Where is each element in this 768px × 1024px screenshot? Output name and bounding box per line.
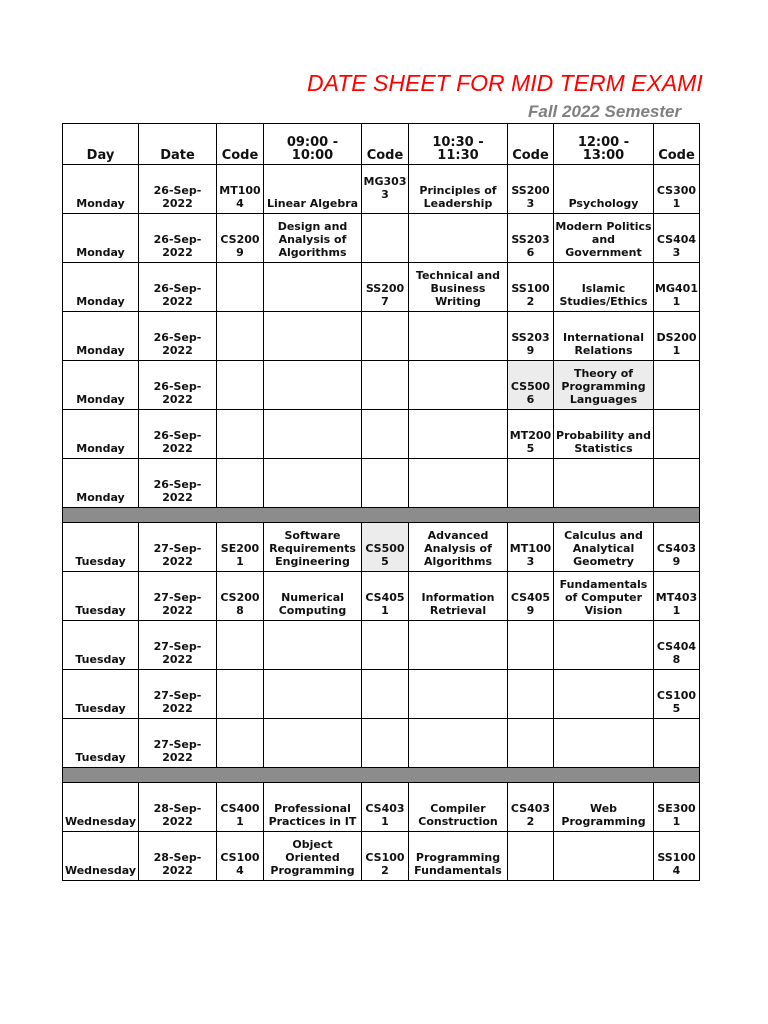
code-cell: CS1002 bbox=[362, 832, 409, 881]
date-cell: 26-Sep-2022 bbox=[139, 459, 217, 508]
course-cell: International Relations bbox=[554, 312, 654, 361]
day-cell: Tuesday bbox=[63, 670, 139, 719]
code-cell bbox=[217, 263, 264, 312]
code-cell bbox=[217, 361, 264, 410]
course-cell bbox=[409, 719, 508, 768]
course-cell: Numerical Computing bbox=[264, 572, 362, 621]
date-cell: 26-Sep-2022 bbox=[139, 165, 217, 214]
day-cell: Monday bbox=[63, 165, 139, 214]
table-row bbox=[63, 832, 700, 881]
header-cell: Date bbox=[139, 124, 217, 165]
date-cell: 28-Sep-2022 bbox=[139, 832, 217, 881]
course-cell: Information Retrieval bbox=[409, 572, 508, 621]
code-cell bbox=[362, 621, 409, 670]
day-cell: Monday bbox=[63, 312, 139, 361]
code-cell: SS2036 bbox=[508, 214, 554, 263]
course-cell: Professional Practices in IT bbox=[264, 783, 362, 832]
course-cell bbox=[554, 832, 654, 881]
course-cell: Fundamentals of Computer Vision bbox=[554, 572, 654, 621]
separator-bar bbox=[63, 508, 700, 523]
table-row bbox=[63, 719, 700, 768]
code-cell bbox=[217, 410, 264, 459]
code-cell bbox=[508, 832, 554, 881]
course-cell bbox=[264, 670, 362, 719]
code-cell: CS4048 bbox=[654, 621, 700, 670]
code-cell bbox=[362, 670, 409, 719]
course-cell: Psychology bbox=[554, 165, 654, 214]
course-cell: Object Oriented Programming bbox=[264, 832, 362, 881]
day-cell: Monday bbox=[63, 214, 139, 263]
course-cell: Theory of Programming Languages bbox=[554, 361, 654, 410]
course-cell: Principles of Leadership bbox=[409, 165, 508, 214]
code-cell bbox=[508, 719, 554, 768]
header-cell: Code bbox=[508, 124, 554, 165]
day-cell: Monday bbox=[63, 410, 139, 459]
code-cell: CS4031 bbox=[362, 783, 409, 832]
day-cell: Tuesday bbox=[63, 572, 139, 621]
course-cell bbox=[264, 459, 362, 508]
date-cell: 28-Sep-2022 bbox=[139, 783, 217, 832]
code-cell bbox=[217, 621, 264, 670]
day-cell: Monday bbox=[63, 361, 139, 410]
course-cell bbox=[264, 263, 362, 312]
code-cell: CS4039 bbox=[654, 523, 700, 572]
code-cell: CS4059 bbox=[508, 572, 554, 621]
code-cell: CS4043 bbox=[654, 214, 700, 263]
date-cell: 26-Sep-2022 bbox=[139, 214, 217, 263]
date-cell: 27-Sep-2022 bbox=[139, 621, 217, 670]
code-cell bbox=[217, 719, 264, 768]
code-cell: SS1002 bbox=[508, 263, 554, 312]
code-cell: SE2001 bbox=[217, 523, 264, 572]
code-cell: SS2007 bbox=[362, 263, 409, 312]
header-cell: Code bbox=[217, 124, 264, 165]
code-cell: SS1004 bbox=[654, 832, 700, 881]
code-cell bbox=[508, 621, 554, 670]
course-cell bbox=[409, 670, 508, 719]
date-cell: 26-Sep-2022 bbox=[139, 312, 217, 361]
day-cell: Tuesday bbox=[63, 621, 139, 670]
table-row bbox=[63, 621, 700, 670]
table-row bbox=[63, 263, 700, 312]
table-row bbox=[63, 670, 700, 719]
code-cell bbox=[508, 670, 554, 719]
course-cell: Islamic Studies/Ethics bbox=[554, 263, 654, 312]
course-cell: Probability and Statistics bbox=[554, 410, 654, 459]
course-cell bbox=[264, 361, 362, 410]
date-sheet-table bbox=[62, 123, 700, 881]
table-row bbox=[63, 214, 700, 263]
table-row bbox=[63, 312, 700, 361]
table-header-row bbox=[63, 124, 700, 165]
separator-bar bbox=[63, 768, 700, 783]
semester-subtitle: Fall 2022 Semester bbox=[528, 102, 682, 121]
day-cell: Wednesday bbox=[63, 783, 139, 832]
code-cell bbox=[654, 410, 700, 459]
course-cell: Calculus and Analytical Geometry bbox=[554, 523, 654, 572]
code-cell: CS3001 bbox=[654, 165, 700, 214]
course-cell bbox=[554, 670, 654, 719]
date-cell: 26-Sep-2022 bbox=[139, 410, 217, 459]
course-cell bbox=[554, 621, 654, 670]
course-cell bbox=[409, 214, 508, 263]
table-row bbox=[63, 361, 700, 410]
course-cell: Software Requirements Engineering bbox=[264, 523, 362, 572]
code-cell bbox=[217, 459, 264, 508]
code-cell: CS5005 bbox=[362, 523, 409, 572]
code-cell bbox=[654, 361, 700, 410]
code-cell: CS2009 bbox=[217, 214, 264, 263]
code-cell: SE3001 bbox=[654, 783, 700, 832]
course-cell bbox=[264, 621, 362, 670]
date-cell: 27-Sep-2022 bbox=[139, 572, 217, 621]
code-cell: CS1004 bbox=[217, 832, 264, 881]
course-cell bbox=[554, 459, 654, 508]
header-cell: 10:30 - 11:30 bbox=[409, 124, 508, 165]
code-cell bbox=[362, 361, 409, 410]
course-cell bbox=[409, 361, 508, 410]
date-cell: 27-Sep-2022 bbox=[139, 523, 217, 572]
code-cell: SS2003 bbox=[508, 165, 554, 214]
code-cell: MT1003 bbox=[508, 523, 554, 572]
code-cell: MT1004 bbox=[217, 165, 264, 214]
course-cell bbox=[409, 312, 508, 361]
course-cell: Technical and Business Writing bbox=[409, 263, 508, 312]
code-cell: CS5006 bbox=[508, 361, 554, 410]
day-cell: Tuesday bbox=[63, 719, 139, 768]
day-cell: Monday bbox=[63, 263, 139, 312]
course-cell bbox=[264, 719, 362, 768]
day-cell: Tuesday bbox=[63, 523, 139, 572]
code-cell: MG3033 bbox=[362, 165, 409, 214]
day-cell: Monday bbox=[63, 459, 139, 508]
table-row bbox=[63, 523, 700, 572]
code-cell: MT4031 bbox=[654, 572, 700, 621]
course-cell: Modern Politics and Government bbox=[554, 214, 654, 263]
code-cell bbox=[654, 719, 700, 768]
page-title: DATE SHEET FOR MID TERM EXAMI bbox=[307, 70, 703, 96]
date-cell: 27-Sep-2022 bbox=[139, 670, 217, 719]
code-cell: CS4051 bbox=[362, 572, 409, 621]
code-cell bbox=[508, 459, 554, 508]
code-cell: CS4032 bbox=[508, 783, 554, 832]
code-cell: CS1005 bbox=[654, 670, 700, 719]
code-cell bbox=[362, 214, 409, 263]
course-cell bbox=[409, 459, 508, 508]
header-cell: Code bbox=[362, 124, 409, 165]
table-row bbox=[63, 783, 700, 832]
code-cell bbox=[362, 410, 409, 459]
date-cell: 26-Sep-2022 bbox=[139, 263, 217, 312]
date-cell: 26-Sep-2022 bbox=[139, 361, 217, 410]
code-cell bbox=[362, 459, 409, 508]
table-row bbox=[63, 165, 700, 214]
table-row bbox=[63, 410, 700, 459]
code-cell bbox=[362, 312, 409, 361]
code-cell bbox=[217, 670, 264, 719]
table-row bbox=[63, 572, 700, 621]
day-separator bbox=[63, 768, 700, 783]
header-cell: 09:00 - 10:00 bbox=[264, 124, 362, 165]
course-cell: Programming Fundamentals bbox=[409, 832, 508, 881]
table-row bbox=[63, 459, 700, 508]
day-separator bbox=[63, 508, 700, 523]
course-cell bbox=[554, 719, 654, 768]
course-cell: Advanced Analysis of Algorithms bbox=[409, 523, 508, 572]
course-cell bbox=[264, 312, 362, 361]
code-cell: MT2005 bbox=[508, 410, 554, 459]
code-cell bbox=[654, 459, 700, 508]
course-cell: Compiler Construction bbox=[409, 783, 508, 832]
header-cell: 12:00 - 13:00 bbox=[554, 124, 654, 165]
code-cell: CS4001 bbox=[217, 783, 264, 832]
course-cell: Linear Algebra bbox=[264, 165, 362, 214]
date-cell: 27-Sep-2022 bbox=[139, 719, 217, 768]
code-cell: SS2039 bbox=[508, 312, 554, 361]
course-cell bbox=[409, 410, 508, 459]
code-cell: MG4011 bbox=[654, 263, 700, 312]
code-cell bbox=[362, 719, 409, 768]
course-cell: Design and Analysis of Algorithms bbox=[264, 214, 362, 263]
day-cell: Wednesday bbox=[63, 832, 139, 881]
code-cell: DS2001 bbox=[654, 312, 700, 361]
course-cell bbox=[409, 621, 508, 670]
header-cell: Day bbox=[63, 124, 139, 165]
course-cell: Web Programming bbox=[554, 783, 654, 832]
header-cell: Code bbox=[654, 124, 700, 165]
course-cell bbox=[264, 410, 362, 459]
code-cell: CS2008 bbox=[217, 572, 264, 621]
code-cell bbox=[217, 312, 264, 361]
